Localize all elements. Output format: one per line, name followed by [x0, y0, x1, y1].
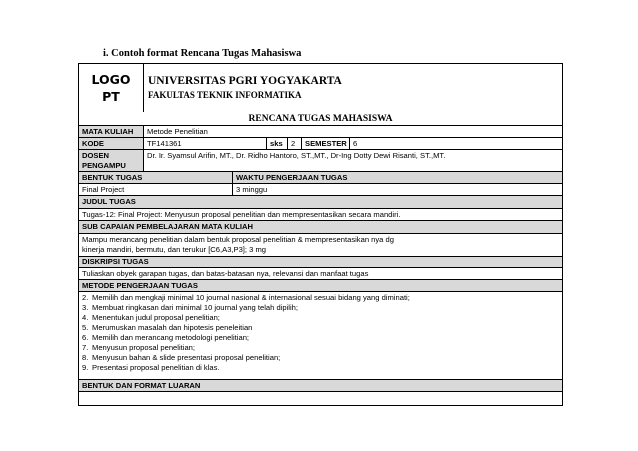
- value-dosen: Dr. Ir. Syamsul Arifin, MT., Dr. Ridho Hantoro, ST.,MT., Dr-Ing Dotty Dewi Risanti, ST.,MT.: [143, 150, 562, 171]
- step-text: Memilih dan merancang metodologi penelitian;: [92, 333, 250, 342]
- label-dosen: [79, 150, 143, 171]
- row-metode-steps: [79, 291, 562, 379]
- label-mata-kuliah: MATA KULIAH: [79, 126, 143, 137]
- university-name: UNIVERSITAS PGRI YOGYAKARTA: [148, 75, 342, 87]
- list-item: [82, 353, 559, 363]
- label-bentuk-tugas: BENTUK TUGAS: [82, 172, 143, 182]
- list-item: [82, 303, 559, 313]
- step-text: Membuat ringkasan dari minimal 10 journal yang telah dipilih;: [92, 303, 298, 312]
- row-deskripsi-value: [79, 267, 562, 279]
- label-metode-pengerjaan: METODE PENGERJAAN TUGAS: [82, 280, 198, 290]
- step-text: Menentukan judul proposal penelitian;: [92, 313, 220, 322]
- step-number: 8.: [82, 353, 89, 362]
- logo-line2: PT: [102, 89, 120, 104]
- value-bentuk-tugas: Final Project: [82, 184, 125, 194]
- row-dosen: [79, 149, 562, 171]
- logo-placeholder: [79, 64, 143, 112]
- label-dosen-line1: DOSEN: [82, 150, 110, 160]
- value-kode: TF141361: [143, 138, 266, 149]
- value-sks: 2: [287, 138, 301, 149]
- row-bentuk-waktu-header: [79, 171, 562, 183]
- value-semester: 6: [349, 138, 562, 149]
- task-plan-table: [78, 63, 563, 406]
- step-number: 4.: [82, 313, 89, 322]
- doc-title-row: [79, 112, 562, 125]
- step-text: Menyusun bahan & slide presentasi proposal penelitian;: [92, 353, 281, 362]
- row-bentuk-format-value: [79, 391, 562, 405]
- row-sub-capaian-value: [79, 233, 562, 256]
- value-bentuk-format-luaran: [79, 392, 562, 405]
- row-bentuk-waktu-value: [79, 183, 562, 195]
- step-number: 6.: [82, 333, 89, 342]
- label-semester: SEMESTER: [301, 138, 349, 149]
- metode-steps-list: [79, 292, 562, 379]
- row-kode: [79, 137, 562, 149]
- label-sks: sks: [266, 138, 287, 149]
- label-kode: KODE: [79, 138, 143, 149]
- row-mata-kuliah: [79, 125, 562, 137]
- list-item: [82, 343, 559, 353]
- logo-line1: LOGO: [91, 72, 131, 87]
- step-number: 3.: [82, 303, 89, 312]
- step-number: 7.: [82, 343, 89, 352]
- step-text: Menyusun proposal penelitian;: [92, 343, 196, 352]
- list-item: [82, 313, 559, 323]
- step-text: Merumuskan masalah dan hipotesis peneleitian: [92, 323, 253, 332]
- value-mata-kuliah: Metode Penelitian: [143, 126, 562, 137]
- header-row: [79, 64, 562, 112]
- row-judul-label: [79, 195, 562, 208]
- label-judul-tugas: JUDUL TUGAS: [82, 197, 136, 206]
- label-deskripsi-tugas: DISKRIPSI TUGAS: [82, 257, 149, 266]
- institution-block: [143, 64, 562, 112]
- label-waktu-pengerjaan: WAKTU PENGERJAAN TUGAS: [232, 172, 562, 183]
- step-text: Memilih dan mengkaji minimal 10 journal nasional & internasional sesuai bidang yang diminati;: [92, 293, 410, 302]
- row-bentuk-format-label: [79, 379, 562, 391]
- label-dosen-line2: PENGAMPU: [82, 160, 126, 170]
- value-judul-tugas: Tugas-12: Final Project: Menyusun proposal penelitian dan mempresentasikan secara mandiri.: [82, 209, 401, 219]
- sub-capaian-line2: kinerja mandiri, bermutu, dan terukur [C6,A3,P3]; 3 mg: [82, 245, 267, 254]
- step-number: 2.: [82, 293, 89, 302]
- row-deskripsi-label: [79, 256, 562, 267]
- value-waktu-pengerjaan: 3 minggu: [232, 184, 562, 195]
- sub-capaian-line1: Mampu merancang penelitian dalam bentuk proposal penelitian & mempresentasikan nya dg: [82, 235, 394, 244]
- label-bentuk-format-luaran: BENTUK DAN FORMAT LUARAN: [82, 380, 201, 390]
- row-sub-capaian-label: [79, 220, 562, 233]
- list-item: [82, 293, 559, 303]
- row-judul-value: [79, 208, 562, 220]
- value-deskripsi-tugas: Tuliaskan obyek garapan tugas, dan batas-batasan nya, relevansi dan manfaat tugas: [82, 268, 369, 278]
- label-sub-capaian: SUB CAPAIAN PEMBELAJARAN MATA KULIAH: [82, 222, 253, 231]
- list-item: [82, 333, 559, 343]
- doc-title: RENCANA TUGAS MAHASISWA: [248, 113, 393, 124]
- value-sub-capaian: [79, 234, 562, 256]
- step-number: 9.: [82, 363, 89, 372]
- section-heading: i. Contoh format Rencana Tugas Mahasiswa: [103, 48, 302, 59]
- row-metode-label: [79, 279, 562, 291]
- list-item: [82, 363, 559, 373]
- step-text: Presentasi proposal penelitian di klas.: [92, 363, 220, 372]
- list-item: [82, 323, 559, 333]
- step-number: 5.: [82, 323, 89, 332]
- faculty-name: FAKULTAS TEKNIK INFORMATIKA: [148, 90, 302, 100]
